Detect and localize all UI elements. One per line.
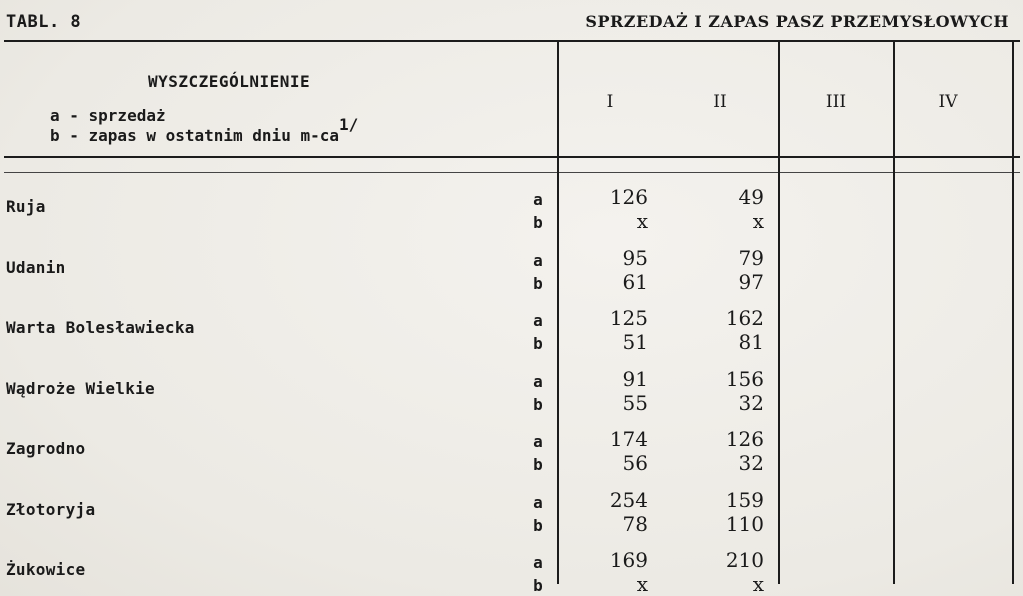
cell-b-col1: 61 bbox=[622, 269, 648, 294]
table-head-description bbox=[50, 72, 358, 146]
head-main-label: WYSZCZEGÓLNIENIE bbox=[148, 72, 311, 91]
row-a-label: a bbox=[533, 553, 543, 572]
row-a-label: a bbox=[533, 492, 543, 512]
row-b-label: b bbox=[533, 576, 543, 595]
cell-a-col2: 162 bbox=[725, 306, 764, 330]
cell-b-col2: x bbox=[752, 209, 764, 233]
column-divider-1 bbox=[557, 40, 559, 584]
row-b-label: b bbox=[533, 455, 543, 474]
cell-b-col1: 55 bbox=[622, 390, 648, 415]
cell-b-col1: 56 bbox=[622, 451, 648, 475]
head-footnote-mark: 1/ bbox=[338, 115, 359, 134]
cell-b-col1: x bbox=[636, 209, 648, 233]
column-header-1: I bbox=[606, 92, 614, 112]
cell-b-col1: x bbox=[636, 572, 648, 596]
cell-a-col2: 79 bbox=[738, 245, 764, 270]
row-name: Zagrodno bbox=[6, 439, 86, 458]
row-b-label: b bbox=[533, 394, 543, 414]
row-name: Warta Bolesławiecka bbox=[6, 318, 195, 337]
cell-b-col1: 78 bbox=[622, 511, 648, 536]
column-divider-2 bbox=[778, 40, 780, 584]
row-name: Ruja bbox=[6, 197, 46, 216]
column-header-3: III bbox=[825, 92, 847, 112]
table-number: TABL. 8 bbox=[6, 12, 82, 32]
cell-a-col2: 49 bbox=[738, 185, 764, 209]
table-title: SPRZEDAŻ I ZAPAS PASZ PRZEMYSŁOWYCH bbox=[585, 12, 1009, 31]
row-b-label: b bbox=[533, 273, 543, 293]
cell-a-col1: 126 bbox=[609, 185, 648, 209]
column-divider-3 bbox=[893, 40, 895, 584]
table-top-rule bbox=[4, 40, 1020, 42]
cell-b-col1: 51 bbox=[622, 330, 648, 354]
row-a-label: a bbox=[533, 190, 543, 209]
cell-b-col2: x bbox=[752, 572, 764, 596]
row-a-label: a bbox=[533, 250, 543, 270]
cell-a-col1: 254 bbox=[609, 487, 648, 512]
cell-b-col2: 32 bbox=[738, 390, 764, 415]
head-legend-a: a - sprzedaż bbox=[50, 106, 166, 125]
header-bottom-rule bbox=[4, 156, 1020, 158]
cell-a-col2: 159 bbox=[725, 487, 764, 512]
column-divider-right bbox=[1012, 40, 1014, 584]
cell-b-col2: 32 bbox=[738, 451, 764, 475]
head-legend-b: b - zapas w ostatnim dniu m-ca bbox=[50, 126, 339, 145]
cell-b-col2: 110 bbox=[725, 511, 764, 536]
cell-b-col2: 81 bbox=[738, 330, 764, 354]
column-header-4: IV bbox=[938, 92, 958, 112]
cell-a-col2: 156 bbox=[725, 366, 764, 391]
cell-a-col2: 210 bbox=[725, 548, 764, 572]
row-b-label: b bbox=[533, 334, 543, 353]
cell-b-col2: 97 bbox=[738, 269, 764, 294]
row-b-label: b bbox=[533, 515, 543, 535]
row-name: Złotoryja bbox=[6, 499, 96, 519]
row-b-label: b bbox=[533, 213, 543, 232]
cell-a-col2: 126 bbox=[725, 427, 764, 451]
cell-a-col1: 125 bbox=[609, 306, 648, 330]
column-header-2: II bbox=[713, 92, 727, 112]
row-a-label: a bbox=[533, 432, 543, 451]
header-secondary-rule bbox=[4, 172, 1020, 173]
cell-a-col1: 169 bbox=[609, 548, 648, 572]
cell-a-col1: 95 bbox=[622, 245, 648, 270]
row-name: Wądroże Wielkie bbox=[6, 378, 155, 398]
row-a-label: a bbox=[533, 311, 543, 330]
row-name: Udanin bbox=[6, 257, 66, 277]
cell-a-col1: 174 bbox=[609, 427, 648, 451]
row-a-label: a bbox=[533, 371, 543, 391]
row-name: Żukowice bbox=[6, 560, 86, 579]
cell-a-col1: 91 bbox=[622, 366, 648, 391]
